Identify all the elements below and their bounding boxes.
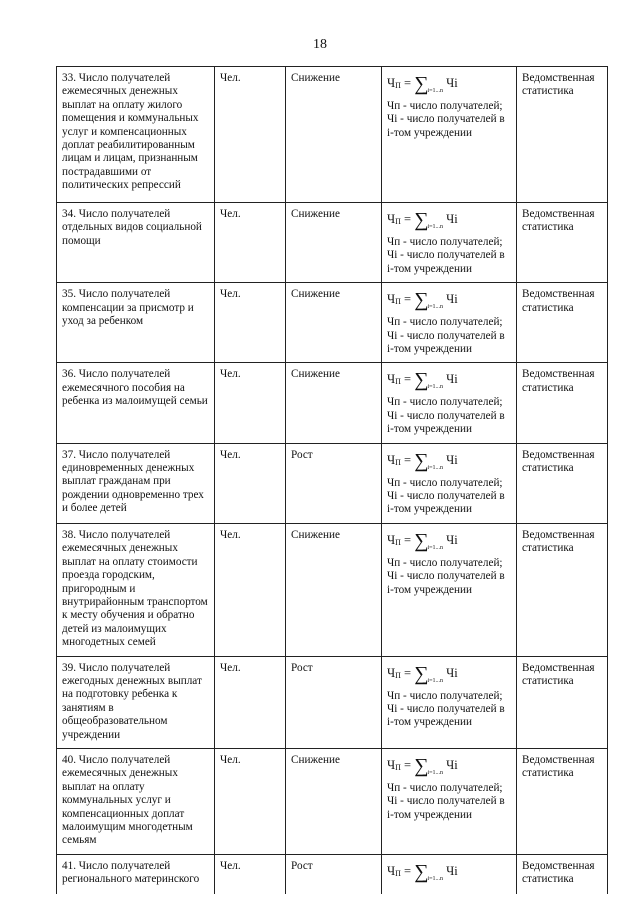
formula	[387, 862, 512, 888]
trend-cell: Рост	[286, 854, 382, 894]
sum-symbol: ∑	[414, 369, 428, 392]
formula-definition-total: Чп - число получателей;	[387, 781, 503, 794]
sum-symbol: ∑	[414, 860, 428, 883]
formula-lhs-subscript: П	[395, 868, 401, 878]
formula-definition-item: Чi - число получателей в i-том учреждении	[387, 702, 505, 729]
unit-cell: Чел.	[215, 283, 286, 363]
formula-definition-total: Чп - число получателей;	[387, 236, 503, 248]
table-row	[57, 523, 608, 656]
source-cell: Ведомственная статистика	[517, 283, 608, 363]
indicator-cell: 35. Число получателей компенсации за присмотр и уход за ребенком	[57, 283, 215, 363]
sum-limits: i=1...n	[427, 544, 444, 551]
formula-lhs-subscript: П	[395, 457, 401, 467]
formula-definition-item: Чi - число получателей в i-том учреждении	[387, 249, 505, 275]
sum-limits: i=1...n	[427, 769, 444, 776]
unit-cell: Чел.	[215, 203, 286, 283]
formula-definition-item: Чi - число получателей в i-том учреждении	[387, 795, 505, 821]
formula-cell	[382, 748, 517, 854]
formula-lhs-subscript: П	[395, 537, 401, 547]
source-cell: Ведомственная статистика	[517, 748, 608, 854]
formula	[387, 290, 512, 316]
formula-term: Чi	[446, 863, 458, 878]
table-row	[57, 854, 608, 894]
indicator-cell: 40. Число получателей ежемесячных денежных выплат на оплату коммунальных услуг и компенсационных доплат малоимущим многодетным семьям	[57, 748, 215, 854]
sum-symbol: ∑	[414, 662, 428, 685]
sum-symbol: ∑	[414, 289, 428, 312]
formula-term: Чi	[446, 292, 458, 307]
trend-cell: Снижение	[286, 748, 382, 854]
formula-lhs: Ч	[387, 212, 396, 226]
table-row	[57, 67, 608, 203]
table-row	[57, 283, 608, 363]
sum-limits: i=1...n	[427, 677, 444, 684]
unit-cell: Чел.	[215, 67, 286, 203]
formula-lhs: Ч	[387, 292, 396, 307]
page-number: 18	[313, 37, 327, 52]
trend-cell: Снижение	[286, 283, 382, 363]
formula-definition-item: Чi - число получателей в i-том учреждении	[387, 113, 505, 139]
formula-definition-total: Чп - число получателей;	[387, 100, 503, 112]
trend-cell: Снижение	[286, 523, 382, 656]
formula-definition-total: Чп - число получателей;	[387, 689, 503, 702]
formula-equals: =	[404, 452, 412, 467]
formula-term: Чi	[446, 665, 458, 680]
sum-limits: i=1...n	[427, 464, 444, 471]
formula-lhs-subscript: П	[395, 762, 401, 772]
source-cell: Ведомственная статистика	[517, 363, 608, 443]
formula-term: Чi	[446, 212, 458, 226]
indicator-cell: 34. Число получателей отдельных видов социальной помощи	[57, 203, 215, 283]
trend-cell: Снижение	[286, 363, 382, 443]
unit-cell: Чел.	[215, 523, 286, 656]
formula-equals: =	[404, 292, 412, 307]
formula-term: Чi	[446, 532, 458, 547]
formula-cell	[382, 283, 517, 363]
formula-lhs: Ч	[387, 372, 396, 387]
formula	[387, 210, 512, 236]
formula-definition-total: Чп - число получателей;	[387, 396, 503, 409]
formula-definition-total: Чп - число получателей;	[387, 316, 503, 329]
sum-symbol: ∑	[414, 449, 428, 472]
formula-equals: =	[404, 863, 412, 878]
indicators-table	[56, 66, 608, 894]
formula	[387, 756, 512, 782]
sum-symbol: ∑	[414, 529, 428, 552]
formula-lhs-subscript: П	[395, 217, 401, 226]
sum-symbol: ∑	[414, 209, 428, 231]
formula-cell	[382, 523, 517, 656]
trend-cell: Рост	[286, 443, 382, 523]
formula-term: Чi	[446, 452, 458, 467]
formula-cell	[382, 854, 517, 894]
unit-cell: Чел.	[215, 363, 286, 443]
unit-cell: Чел.	[215, 854, 286, 894]
table-row	[57, 748, 608, 854]
table-row	[57, 656, 608, 748]
unit-cell: Чел.	[215, 748, 286, 854]
formula	[387, 531, 512, 557]
formula-lhs: Ч	[387, 665, 396, 680]
formula-lhs-subscript: П	[395, 81, 401, 90]
sum-symbol: ∑	[414, 73, 428, 95]
sum-limits: i=1...n	[427, 88, 444, 94]
formula-equals: =	[404, 372, 412, 387]
sum-symbol: ∑	[414, 754, 428, 777]
formula-lhs-subscript: П	[395, 297, 401, 307]
sum-limits: i=1...n	[427, 224, 444, 230]
source-cell: Ведомственная статистика	[517, 203, 608, 283]
unit-cell: Чел.	[215, 443, 286, 523]
formula-definition-item: Чi - число получателей в i-том учреждении	[387, 490, 505, 516]
indicator-cell: 37. Число получателей единовременных денежных выплат гражданам при рождении одновременно трех и более детей	[57, 443, 215, 523]
formula-definition-item: Чi - число получателей в i-том учреждении	[387, 409, 505, 436]
formula-equals: =	[404, 757, 412, 772]
source-cell: Ведомственная статистика	[517, 67, 608, 203]
trend-cell: Рост	[286, 656, 382, 748]
indicator-cell: 41. Число получателей регионального материнского	[57, 854, 215, 894]
indicator-cell: 38. Число получателей ежемесячных денежных выплат на оплату стоимости проезда городским, пригородным и внутрирайонным транспортом к месту обучения и обратно детей из малоимущих многодетных семей	[57, 523, 215, 656]
formula	[387, 370, 512, 396]
formula-equals: =	[404, 212, 412, 226]
trend-cell: Снижение	[286, 203, 382, 283]
formula-cell	[382, 656, 517, 748]
formula-cell	[382, 67, 517, 203]
formula-equals: =	[404, 76, 412, 90]
indicator-cell: 39. Число получателей ежегодных денежных выплат на подготовку ребенка к занятиям в общеобразовательном учреждении	[57, 656, 215, 748]
formula-definition-item: Чi - число получателей в i-том учреждении	[387, 329, 505, 356]
formula-cell	[382, 443, 517, 523]
formula	[387, 451, 512, 477]
unit-cell: Чел.	[215, 656, 286, 748]
formula-lhs: Ч	[387, 76, 396, 90]
formula-term: Чi	[446, 76, 458, 90]
table-row	[57, 443, 608, 523]
table-row	[57, 203, 608, 283]
formula-definition-item: Чi - число получателей в i-том учреждении	[387, 570, 505, 596]
formula-term: Чi	[446, 372, 458, 387]
formula-lhs: Ч	[387, 452, 396, 467]
source-cell: Ведомственная статистика	[517, 656, 608, 748]
source-cell: Ведомственная статистика	[517, 854, 608, 894]
formula	[387, 664, 512, 690]
sum-limits: i=1...n	[427, 304, 444, 311]
formula-lhs: Ч	[387, 532, 396, 547]
source-cell: Ведомственная статистика	[517, 443, 608, 523]
formula-term: Чi	[446, 757, 458, 772]
formula-cell	[382, 363, 517, 443]
sum-limits: i=1...n	[427, 875, 444, 882]
sum-limits: i=1...n	[427, 384, 444, 391]
table-row	[57, 363, 608, 443]
formula-equals: =	[404, 532, 412, 547]
formula-cell	[382, 203, 517, 283]
formula-equals: =	[404, 665, 412, 680]
source-cell: Ведомственная статистика	[517, 523, 608, 656]
formula-lhs: Ч	[387, 757, 396, 772]
formula-definition-total: Чп - число получателей;	[387, 476, 503, 489]
formula-lhs: Ч	[387, 863, 396, 878]
indicator-cell: 36. Число получателей ежемесячного пособия на ребенка из малоимущей семьи	[57, 363, 215, 443]
formula	[387, 74, 512, 100]
formula-lhs-subscript: П	[395, 377, 401, 387]
trend-cell: Снижение	[286, 67, 382, 203]
formula-definition-total: Чп - число получателей;	[387, 556, 503, 569]
formula-lhs-subscript: П	[395, 670, 401, 680]
indicator-cell: 33. Число получателей ежемесячных денежных выплат на оплату жилого помещения и коммунальных услуг и компенсационных доплат реабилитированным лицам и лицам, признанным пострадавшими от политических репрессий	[57, 67, 215, 203]
